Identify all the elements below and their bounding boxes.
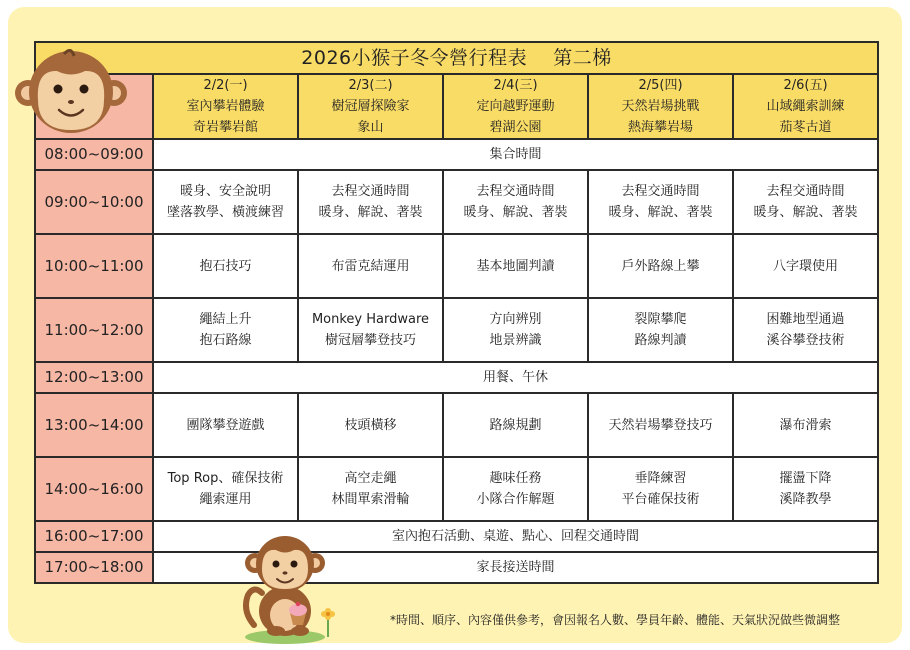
day-theme: 室內攀岩體驗 bbox=[186, 99, 265, 114]
activity-text: 困難地型通過 bbox=[766, 312, 845, 327]
activity-text: 趣味任務 bbox=[489, 471, 542, 486]
activity-cell bbox=[298, 234, 443, 298]
activity-text: 八字環使用 bbox=[773, 258, 839, 274]
day-header-3 bbox=[443, 74, 588, 139]
time-slot: 10:00~11:00 bbox=[35, 234, 153, 298]
time-slot: 14:00~16:00 bbox=[35, 457, 153, 521]
time-slot: 11:00~12:00 bbox=[35, 298, 153, 362]
day-header-2 bbox=[298, 74, 443, 139]
activity-cell bbox=[153, 393, 298, 457]
day-date: 2/2(一) bbox=[203, 78, 248, 93]
activity-cell bbox=[443, 457, 588, 521]
activity-text: 暖身、安全說明 bbox=[179, 184, 271, 199]
merged-activity-cell: 家長接送時間 bbox=[153, 552, 878, 583]
schedule-row bbox=[35, 170, 878, 234]
activity-text: 樹冠層攀登技巧 bbox=[324, 333, 416, 348]
activity-cell bbox=[443, 393, 588, 457]
activity-cell bbox=[153, 457, 298, 521]
schedule-row bbox=[35, 234, 878, 298]
activity-text: 路線規劃 bbox=[489, 417, 542, 433]
activity-text: 墜落教學、橫渡練習 bbox=[166, 205, 284, 220]
activity-text: 路線判讀 bbox=[634, 333, 687, 348]
activity-text: 裂隙攀爬 bbox=[634, 312, 687, 327]
activity-text: 地景辨識 bbox=[489, 333, 542, 348]
activity-cell bbox=[733, 457, 878, 521]
day-place: 熱海攀岩場 bbox=[627, 120, 693, 135]
activity-text: 繩索運用 bbox=[199, 492, 252, 507]
activity-text: 去程交通時間 bbox=[331, 184, 410, 199]
activity-cell bbox=[733, 170, 878, 234]
activity-text: Top Rop、確保技術 bbox=[167, 471, 284, 486]
merged-activity-cell: 室內抱石活動、桌遊、點心、回程交通時間 bbox=[153, 521, 878, 552]
time-slot: 08:00~09:00 bbox=[35, 139, 153, 170]
activity-cell bbox=[298, 298, 443, 362]
activity-cell bbox=[588, 298, 733, 362]
day-date: 2/6(五) bbox=[783, 78, 828, 93]
schedule-row bbox=[35, 521, 878, 552]
activity-cell bbox=[588, 457, 733, 521]
activity-text: 溪谷攀登技術 bbox=[766, 333, 845, 348]
schedule-row bbox=[35, 362, 878, 393]
day-header-4 bbox=[588, 74, 733, 139]
schedule-row bbox=[35, 393, 878, 457]
activity-cell bbox=[588, 234, 733, 298]
activity-text: 垂降練習 bbox=[634, 471, 687, 486]
activity-text: 高空走繩 bbox=[344, 471, 397, 486]
activity-text: 暖身、解說、著裝 bbox=[753, 205, 858, 220]
day-theme: 樹冠層探險家 bbox=[331, 99, 410, 114]
activity-cell bbox=[298, 170, 443, 234]
activity-text: Monkey Hardware bbox=[311, 312, 430, 327]
activity-text: 去程交通時間 bbox=[621, 184, 700, 199]
activity-text: 抱石路線 bbox=[199, 333, 252, 348]
day-date: 2/4(三) bbox=[493, 78, 538, 93]
day-place: 碧湖公園 bbox=[489, 120, 542, 135]
merged-activity-cell: 集合時間 bbox=[153, 139, 878, 170]
sitting-monkey-icon bbox=[240, 533, 340, 645]
page-title: 2026小猴子冬令營行程表 第二梯 bbox=[35, 42, 878, 74]
flower-icon bbox=[321, 608, 335, 637]
activity-text: 小隊合作解題 bbox=[476, 492, 555, 507]
time-slot: 09:00~10:00 bbox=[35, 170, 153, 234]
activity-cell bbox=[733, 234, 878, 298]
schedule-row bbox=[35, 552, 878, 583]
activity-cell bbox=[153, 170, 298, 234]
activity-text: 戶外路線上攀 bbox=[621, 258, 700, 274]
schedule-table bbox=[34, 41, 879, 584]
activity-text: 暖身、解說、著裝 bbox=[318, 205, 423, 220]
day-header-5 bbox=[733, 74, 878, 139]
monkey-face-icon bbox=[12, 44, 130, 139]
day-theme: 山域繩索訓練 bbox=[766, 99, 845, 114]
activity-text: 方向辨別 bbox=[489, 312, 542, 327]
day-theme: 天然岩場挑戰 bbox=[621, 99, 700, 114]
activity-cell bbox=[733, 298, 878, 362]
activity-cell bbox=[443, 170, 588, 234]
activity-cell bbox=[588, 170, 733, 234]
activity-cell bbox=[733, 393, 878, 457]
activity-text: 瀑布滑索 bbox=[779, 417, 832, 433]
activity-cell bbox=[588, 393, 733, 457]
activity-cell bbox=[153, 298, 298, 362]
activity-cell bbox=[298, 393, 443, 457]
activity-text: 團隊攀登遊戲 bbox=[186, 417, 265, 433]
time-slot: 13:00~14:00 bbox=[35, 393, 153, 457]
activity-text: 擺盪下降 bbox=[779, 471, 832, 486]
activity-text: 林間單索滑輪 bbox=[331, 492, 410, 507]
day-date: 2/5(四) bbox=[638, 78, 683, 93]
schedule-row bbox=[35, 457, 878, 521]
time-slot: 12:00~13:00 bbox=[35, 362, 153, 393]
activity-cell bbox=[298, 457, 443, 521]
day-place: 奇岩攀岩館 bbox=[192, 120, 258, 135]
activity-text: 布雷克結運用 bbox=[331, 258, 410, 274]
day-place: 茄苳古道 bbox=[779, 120, 832, 135]
activity-text: 溪降教學 bbox=[779, 492, 832, 507]
day-place: 象山 bbox=[357, 120, 384, 135]
time-slot: 17:00~18:00 bbox=[35, 552, 153, 583]
day-header-1 bbox=[153, 74, 298, 139]
activity-text: 去程交通時間 bbox=[766, 184, 845, 199]
schedule-row bbox=[35, 298, 878, 362]
time-slot: 16:00~17:00 bbox=[35, 521, 153, 552]
footnote: *時間、順序、內容僅供參考，會因報名人數、學員年齡、體能、天氣狀況做些微調整 bbox=[390, 613, 841, 627]
schedule-row bbox=[35, 139, 878, 170]
activity-text: 天然岩場攀登技巧 bbox=[608, 417, 713, 433]
day-date: 2/3(二) bbox=[348, 78, 393, 93]
day-theme: 定向越野運動 bbox=[476, 99, 555, 114]
merged-activity-cell: 用餐、午休 bbox=[153, 362, 878, 393]
activity-text: 枝頭橫移 bbox=[344, 417, 397, 433]
activity-text: 暖身、解說、著裝 bbox=[463, 205, 568, 220]
activity-cell bbox=[153, 234, 298, 298]
activity-text: 繩結上升 bbox=[199, 312, 252, 327]
activity-text: 基本地圖判讀 bbox=[476, 258, 555, 274]
activity-text: 抱石技巧 bbox=[199, 258, 252, 274]
activity-text: 去程交通時間 bbox=[476, 184, 555, 199]
activity-cell bbox=[443, 234, 588, 298]
activity-text: 暖身、解說、著裝 bbox=[608, 205, 713, 220]
activity-text: 平台確保技術 bbox=[621, 492, 700, 507]
activity-cell bbox=[443, 298, 588, 362]
